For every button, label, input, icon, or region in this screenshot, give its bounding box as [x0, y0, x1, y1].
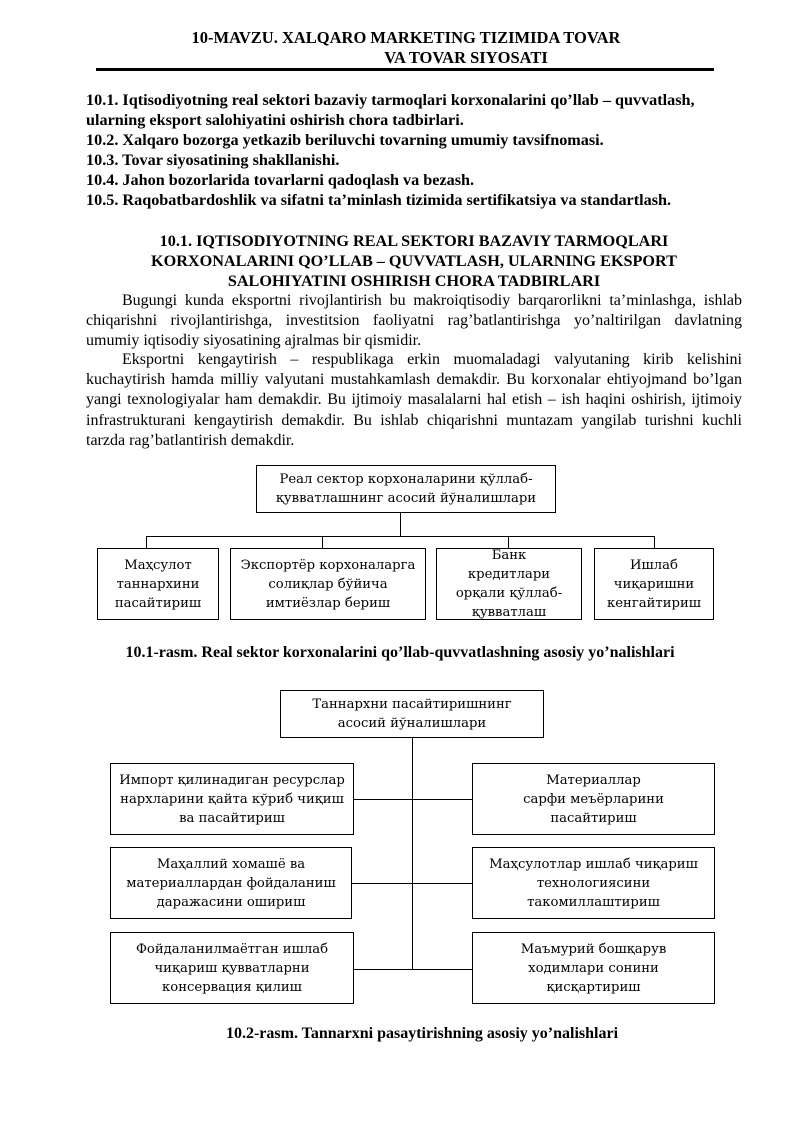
outline-item: 10.2. Xalqaro bozorga yetkazib beriluvchi tovarning umumiy tavsifnomasi. — [86, 131, 604, 149]
figure-1-child-box: Ишлаб чиқаришни кенгайтириш — [594, 548, 714, 620]
connector-line — [654, 536, 655, 548]
figure-2-left-box: Импорт қилинадиган ресурслар нархларини қайта кўриб чиқиш ва пасайтириш — [110, 763, 354, 835]
outline-item: 10.4. Jahon bozorlarida tovarlarni qadoqlash va bezash. — [86, 171, 475, 189]
outline-item: 10.1. Iqtisodiyotning real sektori bazaviy tarmoqlari korxonalarini qo’llab – quvvatlash, ularning eksport salohiyatini oshirish chora tadbirlari. — [86, 91, 695, 129]
title-underline — [96, 68, 714, 71]
topic-outline — [86, 90, 756, 210]
connector-line — [400, 513, 401, 537]
figure-1-root-box: Реал сектор корхоналарини қўллаб-қувватлашнинг асосий йўналишлари — [256, 465, 556, 513]
connector-line — [353, 799, 473, 800]
connector-line — [351, 883, 473, 884]
figure-2-right-box: Маъмурий бошқарув ходимлари сонини қисқартириш — [472, 932, 715, 1004]
title-line-1: 10-MAVZU. XALQARO MARKETING TIZIMIDA TOVAR — [191, 28, 621, 47]
connector-line — [322, 536, 323, 548]
body-paragraph: Eksportni kengaytirish – respublikaga erkin muomaladagi valyutaning kirib kelishini kuchaytirish hamda milliy valyutani mustahkamlash demakdir. Bu korxonalar ehtiyojmand bo’lgan yangi texnologiyalar ham demakdir. Bu ijtimoiy masalalarni hal etish – ish haqini oshirish, ijtimoiy infrastrukturani kengaytirish demakdir. Bu ishlab chiqarishni muntazam yangilab turishni kuchli tarzda rag’batlantirish demakdir. — [86, 351, 742, 449]
section-heading: 10.1. IQTISODIYOTNING REAL SEKTORI BAZAVIY TARMOQLARI KORXONALARINI QO’LLAB – QUVVATLASH, ULARNING EKSPORT SALOHIYATINI OSHIRISH CHORA TADBIRLARI — [151, 232, 677, 290]
title-line-2: VA TOVAR SIYOSATI — [384, 48, 548, 67]
figure-2-root-box: Таннархни пасайтиришнинг асосий йўналишлари — [280, 690, 544, 738]
connector-line — [146, 536, 655, 537]
page-title — [100, 28, 712, 68]
outline-item: 10.5. Raqobatbardoshlik va sifatni ta’minlash tizimida sertifikatsiya va standartlash. — [86, 191, 672, 209]
figure-2-right-box: Маҳсулотлар ишлаб чиқариш технологиясини такомиллаштириш — [472, 847, 715, 919]
figure-1-child-box: Банк кредитлари орқали қўллаб-қувватлаш — [436, 548, 582, 620]
figure-1-child-box: Экспортёр корхоналарга солиқлар бўйича имтиёзлар бериш — [230, 548, 426, 620]
figure-1-caption: 10.1-rasm. Real sektor korxonalarini qo’llab-quvvatlashning asosiy yo’nalishlari — [125, 644, 675, 661]
connector-line — [353, 969, 473, 970]
figure-2-left-box: Маҳаллий хомашё ва материаллардан фойдаланиш даражасини ошириш — [110, 847, 352, 919]
connector-line — [412, 738, 413, 970]
figure-2-left-box: Фойдаланилмаётган ишлаб чиқариш қувватларни консервация қилиш — [110, 932, 354, 1004]
connector-line — [146, 536, 147, 548]
figure-2-caption: 10.2-rasm. Tannarxni pasaytirishning asosiy yo’nalishlari — [225, 1025, 619, 1042]
body-paragraph: Bugungi kunda eksportni rivojlantirish bu makroiqtisodiy barqarorlikni ta’minlashga, ishlab chiqarishni rivojlantirishga, investitsion faoliyatni rag’batlantirishga yo’naltirilgan davlatning umumiy iqtisodiy siyosatining ajralmas bir qismidir. — [86, 292, 742, 350]
figure-1-child-box: Маҳсулот таннархини пасайтириш — [97, 548, 219, 620]
outline-item: 10.3. Tovar siyosatining shakllanishi. — [86, 151, 340, 169]
figure-2-right-box: Материаллар сарфи меъёрларини пасайтириш — [472, 763, 715, 835]
